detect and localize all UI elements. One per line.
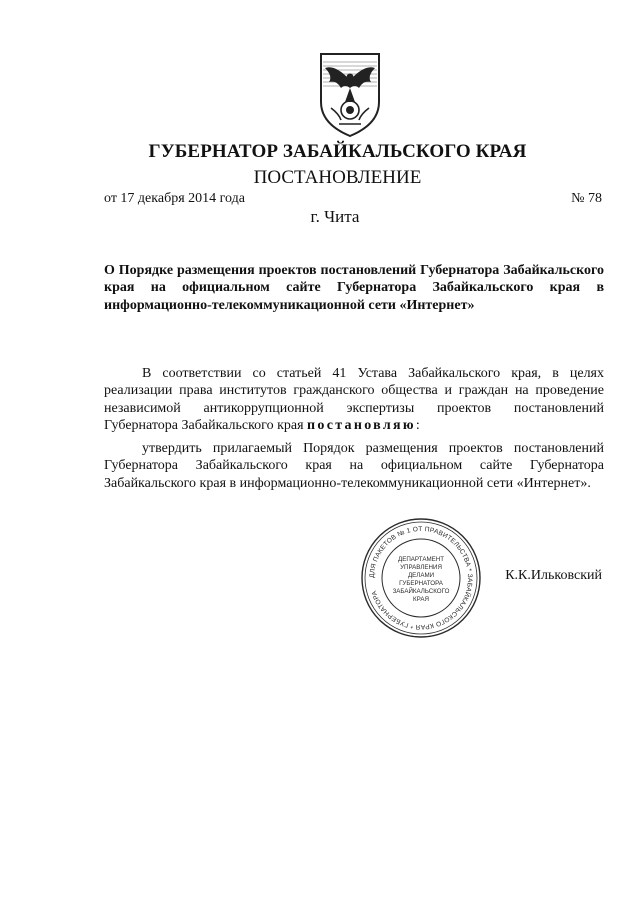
stamp-ring-text: ДЛЯ ПАКЕТОВ № 1 ОТ ПРАВИТЕЛЬСТВА * ЗАБАЙКАЛЬСКОГО КРАЯ * ГУБЕРНАТОРА	[368, 525, 474, 631]
document-number: № 78	[571, 191, 602, 206]
city: г. Чита	[310, 207, 360, 226]
paragraph-1-end: :	[415, 418, 420, 434]
document-type: ПОСТАНОВЛЕНИЕ	[253, 167, 422, 188]
stamp-center-line: ГУБЕРНАТОРА	[399, 580, 443, 587]
resolution-keyword: постановляю	[307, 418, 416, 434]
paragraph-1-text: В соответствии со статьей 41 Устава Забайкальского края, в целях реализации права институтов гражданского общества и граждан на проведение независимой антикоррупционной экспертизы проектов постановлений Губернатора Забайкальского края	[104, 366, 604, 434]
body-paragraph-1	[104, 365, 604, 435]
stamp-center-line: ДЕПАРТАМЕНТ	[398, 556, 444, 563]
coat-of-arms-emblem	[317, 50, 383, 138]
stamp-center-line: ДЕЛАМИ	[407, 572, 435, 579]
document-date: от 17 декабря 2014 года	[104, 191, 245, 206]
document-title: О Порядке размещения проектов постановлений Губернатора Забайкальского края на официальном сайте Губернатора Забайкальского края в информационно-телекоммуникационной сети «Интернет»	[104, 263, 604, 313]
stamp-center-line: КРАЯ	[413, 596, 429, 603]
stamp-center-line: УПРАВЛЕНИЯ	[400, 564, 442, 571]
issuing-authority: ГУБЕРНАТОР ЗАБАЙКАЛЬСКОГО КРАЯ	[148, 141, 527, 162]
body-paragraph-2: утвердить прилагаемый Порядок размещения проектов постановлений Губернатора Забайкальского края на официальном сайте Губернатора Забайкальского края в информационно-телекоммуникационной сети «Интернет».	[104, 441, 604, 491]
stamp-center-line: ЗАБАЙКАЛЬСКОГО	[392, 588, 450, 595]
official-stamp	[360, 517, 482, 639]
signatory-name: К.К.Ильковский	[505, 568, 602, 583]
